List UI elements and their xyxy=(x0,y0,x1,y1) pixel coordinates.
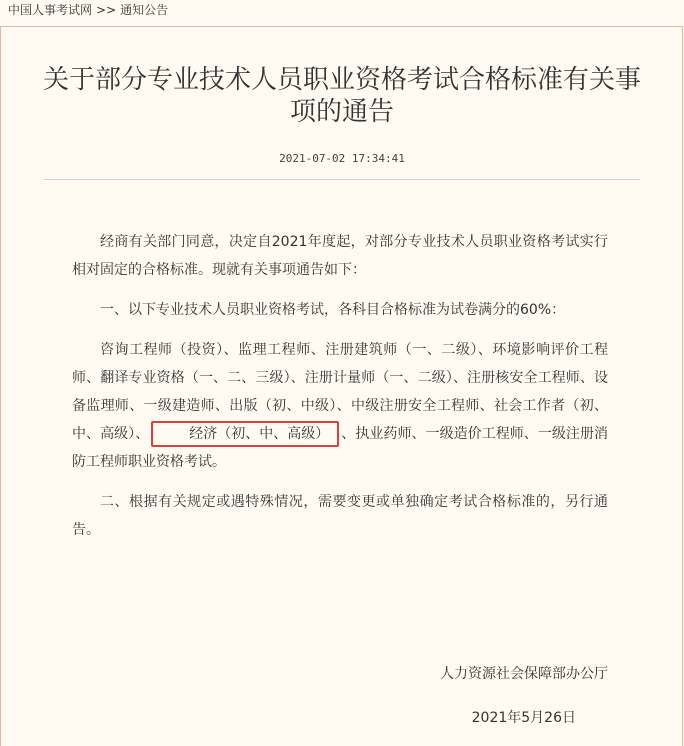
article-datetime: 2021-07-02 17:34:41 xyxy=(279,152,405,165)
exam-list-paragraph xyxy=(72,336,608,476)
breadcrumb xyxy=(8,2,168,18)
issue-date: 2021年5月26日 xyxy=(471,710,576,726)
item-one-paragraph: 一、以下专业技术人员职业资格考试，各科目合格标准为试卷满分的60%： xyxy=(100,302,566,318)
article-title: 关于部分专业技术人员职业资格考试合格标准有关事项的通告 xyxy=(42,65,641,127)
breadcrumb-site-link[interactable]: 中国人事考试网 xyxy=(8,3,93,17)
article-body xyxy=(72,228,608,556)
highlighted-exam-economics: 经济（初、中、高级） xyxy=(151,421,339,447)
item-two-paragraph: 二、根据有关规定或遇特殊情况，需要变更或单独确定考试合格标准的，另行通告。 xyxy=(72,494,608,538)
title-divider xyxy=(44,179,640,180)
breadcrumb-section-link[interactable]: 通知公告 xyxy=(120,3,169,17)
exam-list-text-after: 、执业药师、一级造价工程师、一级注册消防工程师职业资格考试。 xyxy=(72,426,609,470)
issuer-signature: 人力资源社会保障部办公厅 xyxy=(440,666,608,682)
breadcrumb-separator: >> xyxy=(96,3,117,17)
intro-paragraph: 经商有关部门同意，决定自2021年度起，对部分专业技术人员职业资格考试实行相对固定的合格标准。现就有关事项通告如下： xyxy=(72,234,608,278)
exam-list-text-before: 咨询工程师（投资）、监理工程师、注册建筑师（一、二级）、环境影响评价工程师、翻译专业资格（一、二、三级）、注册计量师（一、二级）、注册核安全工程师、设备监理师、一级建造师、出版（初、中级）、中级注册安全工程师、社会工作者（初、中、高级）、 xyxy=(72,342,608,442)
